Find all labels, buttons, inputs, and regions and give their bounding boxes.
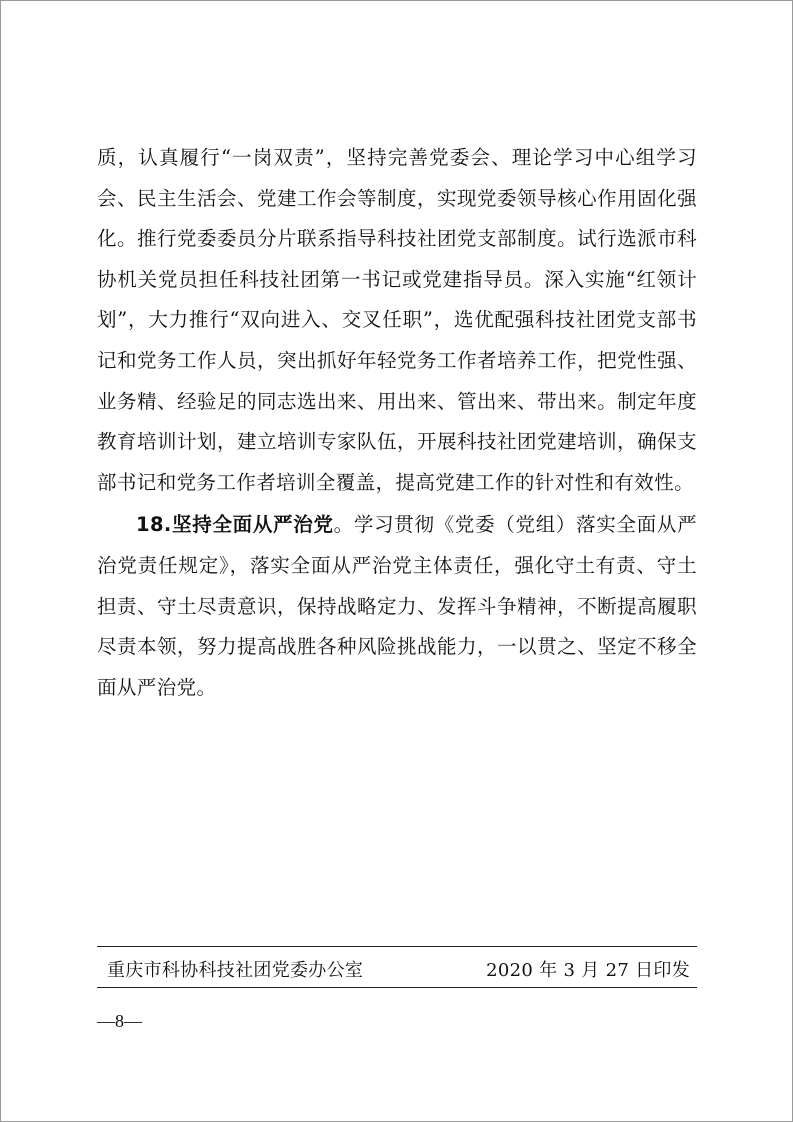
footer-bottom-rule [97,987,697,988]
section-18-paragraph [97,505,697,708]
document-body [97,138,697,708]
footer-issuer: 重庆市科协科技社团党委办公室 [107,960,364,981]
footer-top-rule [97,946,697,947]
section-18-body: 。学习贯彻《党委（党组）落实全面从严治党责任规定》，落实全面从严治党主体责任，强化守土有责、守土担责、守土尽责意识，保持战略定力、发挥斗争精神，不断提高履职尽责本领，努力提高战胜各种风险挑战能力，一以贯之、坚定不移全面从严治党。 [97,513,698,699]
page-number: —8— [97,1011,142,1031]
footer-issued-date: 2020 年 3 月 27 日印发 [486,960,690,981]
section-18-heading: 18.坚持全面从严治党 [136,513,334,537]
continued-paragraph: 质，认真履行“一岗双责”，坚持完善党委会、理论学习中心组学习会、民主生活会、党建工作会等制度，实现党委领导核心作用固化强化。推行党委委员分片联系指导科技社团党支部制度。试行选派市科协机关党员担任科技社团第一书记或党建指导员。深入实施“红领计划”，大力推行“双向进入、交叉任职”，选优配强科技社团党支部书记和党务工作人员，突出抓好年轻党务工作者培养工作，把党性强、业务精、经验足的同志选出来、用出来、管出来、带出来。制定年度教育培训计划，建立培训专家队伍，开展科技社团党建培训，确保支部书记和党务工作者培训全覆盖，提高党建工作的针对性和有效性。 [97,146,697,494]
